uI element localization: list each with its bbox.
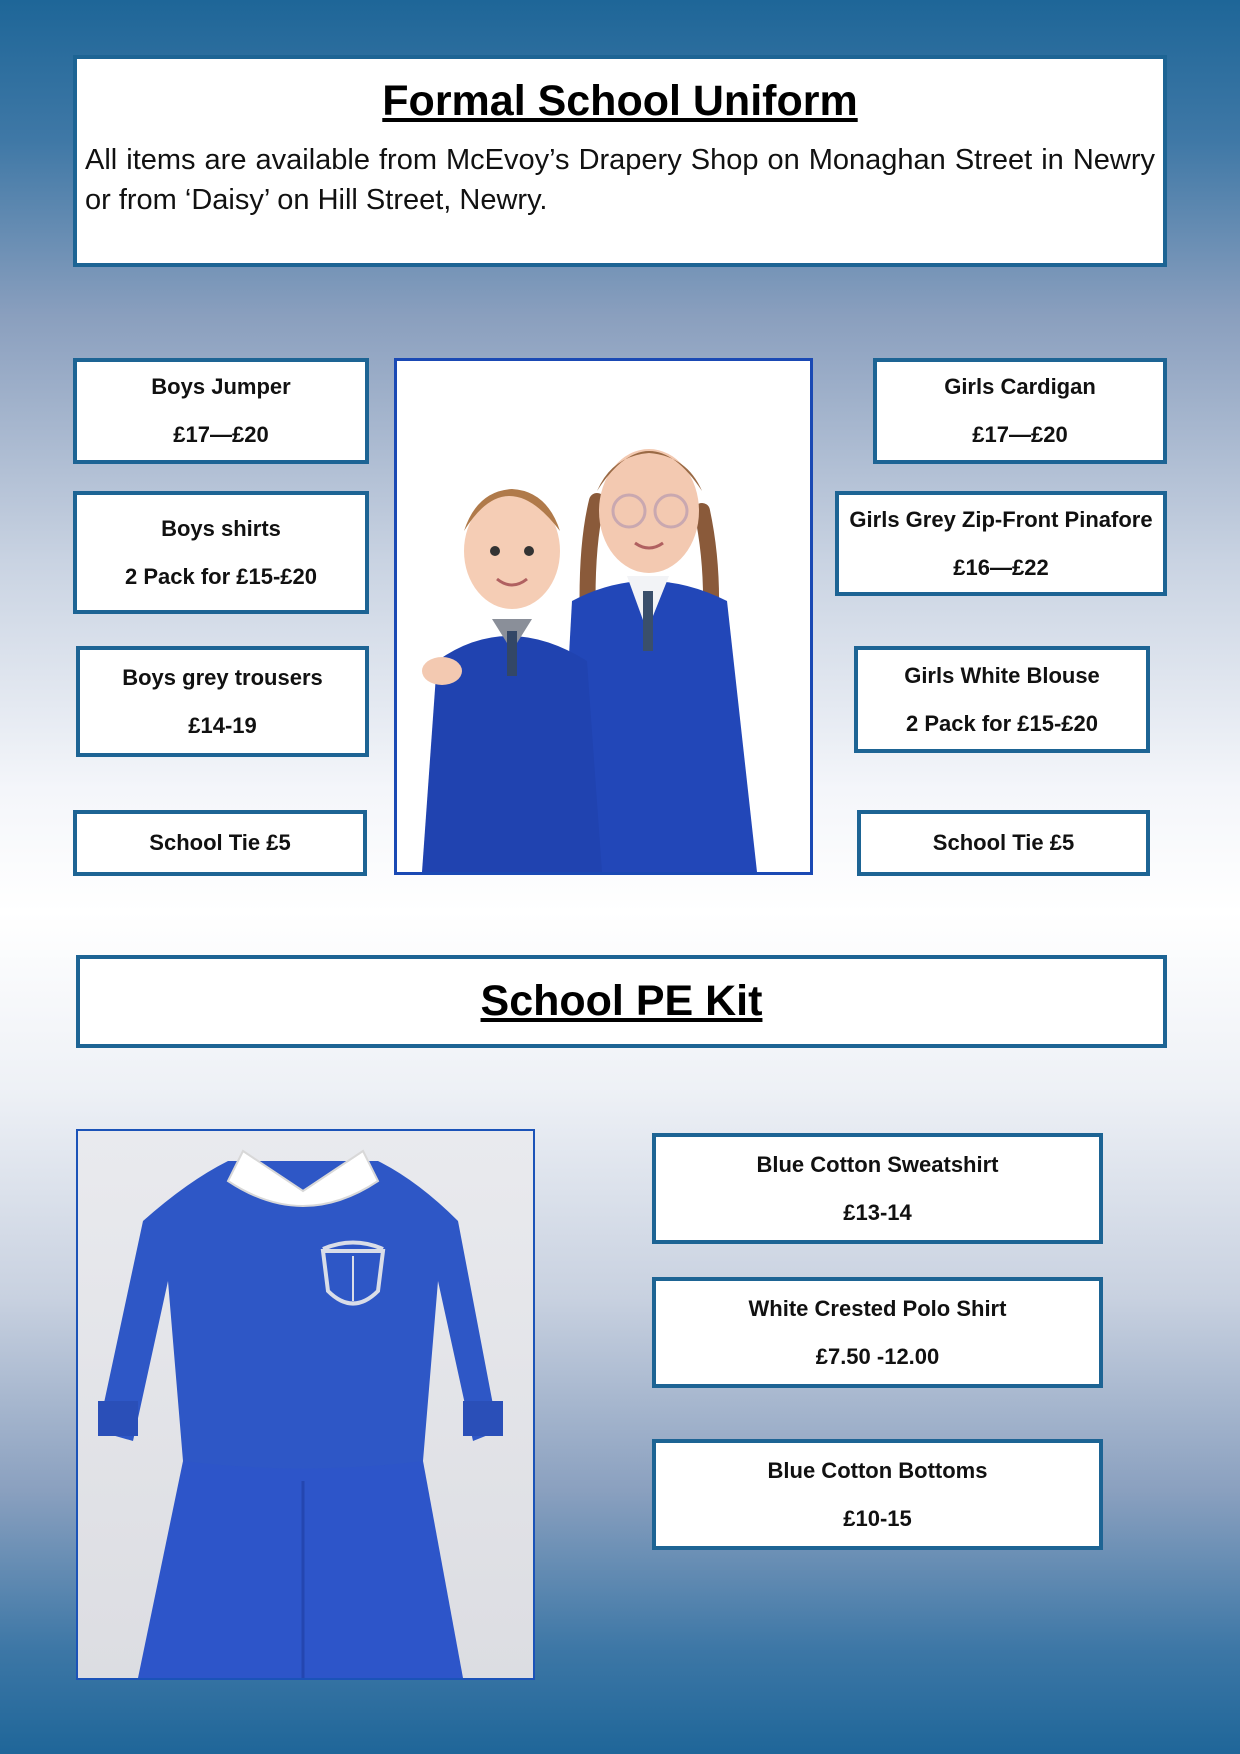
item-price: £17—£20 [173, 422, 269, 447]
item-price: £17—£20 [972, 422, 1068, 447]
item-price: £13-14 [843, 1199, 912, 1225]
formal-uniform-header [73, 55, 1167, 267]
pe-kit-title: School PE Kit [480, 977, 763, 1025]
children-uniform-photo [394, 358, 813, 875]
shop-info-text: All items are available from McEvoy’s Drapery Shop on Monaghan Street in Newry or from ‘Daisy’ on Hill Street, Newry. [85, 144, 1155, 216]
item-price: £7.50 -12.00 [815, 1343, 940, 1369]
item-price: 2 Pack for £15-£20 [905, 710, 1099, 736]
formal-uniform-title: Formal School Uniform [382, 77, 858, 125]
pe-kit-header [76, 955, 1167, 1048]
blue-bottoms-card [652, 1439, 1103, 1550]
item-name: Boys shirts [161, 515, 281, 541]
item-price: £14-19 [188, 712, 257, 738]
girls-blouse-card [854, 646, 1150, 753]
item-name: Girls Cardigan [944, 374, 1096, 399]
item-name: Boys Jumper [151, 374, 291, 399]
item-name: School Tie £5 [932, 830, 1075, 855]
item-price: 2 Pack for £15-£20 [124, 563, 318, 589]
item-name: Girls Grey Zip-Front Pinafore [849, 506, 1153, 532]
boys-trousers-card [76, 646, 369, 757]
item-name: White Crested Polo Shirt [748, 1295, 1007, 1321]
polo-shirt-card [652, 1277, 1103, 1388]
item-price: £16—£22 [953, 554, 1049, 580]
girls-school-tie-card [857, 810, 1150, 876]
item-name: Girls White Blouse [904, 662, 1100, 688]
item-price: £10-15 [843, 1505, 912, 1531]
item-name: Boys grey trousers [122, 664, 323, 690]
boys-shirts-card [73, 491, 369, 614]
children-illustration [397, 361, 810, 872]
boys-school-tie-card [73, 810, 367, 876]
girls-pinafore-card [835, 491, 1167, 596]
item-name: Blue Cotton Sweatshirt [756, 1151, 999, 1177]
girls-cardigan-card [873, 358, 1167, 464]
pe-kit-photo [76, 1129, 535, 1680]
item-name: School Tie £5 [149, 830, 291, 855]
boys-jumper-card [73, 358, 369, 464]
blue-sweatshirt-card [652, 1133, 1103, 1244]
item-name: Blue Cotton Bottoms [767, 1457, 988, 1483]
pe-kit-illustration [78, 1131, 533, 1678]
